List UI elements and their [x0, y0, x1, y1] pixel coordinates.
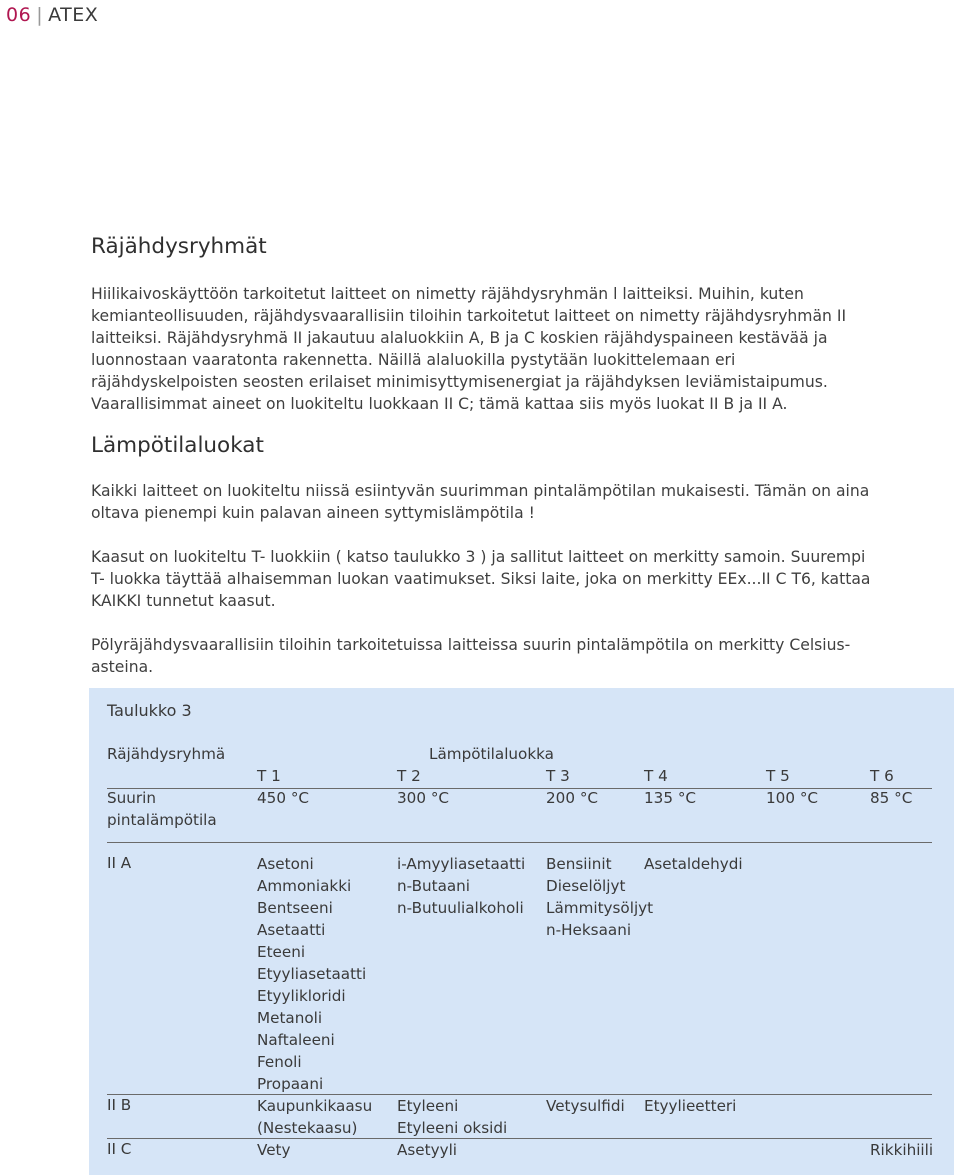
substance-item: Etyleeni [397, 1097, 459, 1115]
substance-item: Asetaldehydi [644, 855, 743, 873]
iib-t2-cell [397, 1095, 507, 1139]
iic-t1-cell [257, 1139, 291, 1161]
iia-t2-cell [397, 853, 525, 919]
table-caption: Taulukko 3 [107, 701, 192, 720]
temp-t3: 200 °C [546, 789, 599, 807]
iia-t4-cell [644, 853, 743, 875]
page-number: 06 [6, 4, 32, 26]
paragraph-temperature-1: Kaikki laitteet on luokiteltu niissä esiintyvän suurimman pintalämpötilan mukaisesti. Tämän on aina oltava pienempi kuin palavan aineen syttymislämpötila ! [91, 482, 870, 522]
table-3-panel [89, 688, 954, 1175]
temp-t6: 85 °C [870, 789, 913, 807]
substance-item: i-Amyyliasetaatti [397, 855, 526, 873]
paragraph-explosion-groups: Hiilikaivoskäyttöön tarkoitetut laitteet on nimetty räjähdysryhmän l laitteiksi. Muihin, kuten kemianteollisuuden, räjähdysvaarallisiin tiloihin tarkoitetut laitteet on nimetty räjähdysryhmän II laitteiksi. Räjähdysryhmä II jakautuu alaluokkiin A, B ja C koskien räjähdyspaineen kestävää ja luonnostaan vaaratonta rakennetta. Näillä alaluokilla pystytään luokittelemaan eri räjähdyskelpoisten seosten erilaiset minimisyttymisenergiat ja räjähdyksen leviämistaipumus. Vaarallisimmat aineet on luokiteltu luokkaan II C; tämä kattaa siis myös luokat II B ja II A. [91, 285, 847, 413]
substance-item: Metanoli [257, 1009, 323, 1027]
group-iia: II A [107, 854, 132, 872]
substance-item: (Nestekaasu) [257, 1119, 358, 1137]
temp-t1: 450 °C [257, 789, 310, 807]
iic-t6-cell [870, 1139, 933, 1161]
substance-item: Rikkihiili [870, 1141, 934, 1159]
substance-item: Asetaatti [257, 921, 326, 939]
class-t5: T 5 [766, 767, 790, 785]
substance-item: n-Butuulialkoholi [397, 899, 524, 917]
substance-item: Ammoniakki [257, 877, 352, 895]
iia-t1-cell [257, 853, 366, 1095]
substance-item: Vetysulfidi [546, 1097, 625, 1115]
table-rule-iia [107, 1094, 932, 1095]
section-title: ATEX [48, 4, 99, 26]
class-t3: T 3 [546, 767, 570, 785]
temp-t4: 135 °C [644, 789, 697, 807]
paragraph-temperature-3: Pölyräjähdysvaarallisiin tiloihin tarkoitetuissa laitteissa suurin pintalämpötila on merkitty Celsius-asteina. [91, 636, 851, 676]
iic-t2-cell [397, 1139, 457, 1161]
substance-item: Naftaleeni [257, 1031, 335, 1049]
table-rule-iib [107, 1138, 932, 1139]
temperature-class-header: Lämpötilaluokka [429, 745, 554, 763]
substance-item: Asetyyli [397, 1141, 458, 1159]
header-separator: | [36, 4, 44, 26]
surface-label-line1: Suurin [107, 789, 156, 807]
heading-temperature-classes: Lämpötilaluokat [91, 433, 264, 458]
substance-item: Lämmitysöljyt [546, 899, 654, 917]
substance-item: n-Butaani [397, 877, 471, 895]
substance-item: n-Heksaani [546, 921, 632, 939]
substance-item: Kaupunkikaasu [257, 1097, 373, 1115]
iib-t4-cell [644, 1095, 736, 1117]
class-t1: T 1 [257, 767, 281, 785]
class-t2: T 2 [397, 767, 421, 785]
substance-item: Etyylikloridi [257, 987, 346, 1005]
group-iic: II C [107, 1140, 132, 1158]
temp-t5: 100 °C [766, 789, 819, 807]
temp-t2: 300 °C [397, 789, 450, 807]
substance-item: Etyleeni oksidi [397, 1119, 508, 1137]
substance-item: Propaani [257, 1075, 324, 1093]
substance-item: Bensiinit [546, 855, 612, 873]
surface-label-line2: pintalämpötila [107, 811, 217, 829]
substance-item: Fenoli [257, 1053, 302, 1071]
page-header [6, 4, 98, 26]
iib-t3-cell [546, 1095, 625, 1117]
substance-item: Asetoni [257, 855, 314, 873]
substance-item: Bentseeni [257, 899, 333, 917]
paragraph-temperature-2: Kaasut on luokiteltu T- luokkiin ( katso taulukko 3 ) ja sallitut laitteet on merkitty samoin. Suurempi T- luokka täyttää alhaisemman luokan vaatimukset. Siksi laite, joka on merkitty EEx...II C T6, kattaa KAIKKI tunnetut kaasut. [91, 548, 871, 610]
iia-t3-cell [546, 853, 653, 941]
substance-item: Eteeni [257, 943, 306, 961]
substance-item: Etyyliasetaatti [257, 965, 367, 983]
heading-explosion-groups: Räjähdysryhmät [91, 234, 267, 259]
substance-item: Vety [257, 1141, 291, 1159]
class-t6: T 6 [870, 767, 894, 785]
table-rule-header [107, 842, 932, 843]
iib-t1-cell [257, 1095, 372, 1139]
substance-item: Dieselöljyt [546, 877, 626, 895]
group-column-header: Räjähdysryhmä [107, 745, 226, 763]
substance-item: Etyylieetteri [644, 1097, 737, 1115]
class-t4: T 4 [644, 767, 668, 785]
group-iib: II B [107, 1096, 132, 1114]
